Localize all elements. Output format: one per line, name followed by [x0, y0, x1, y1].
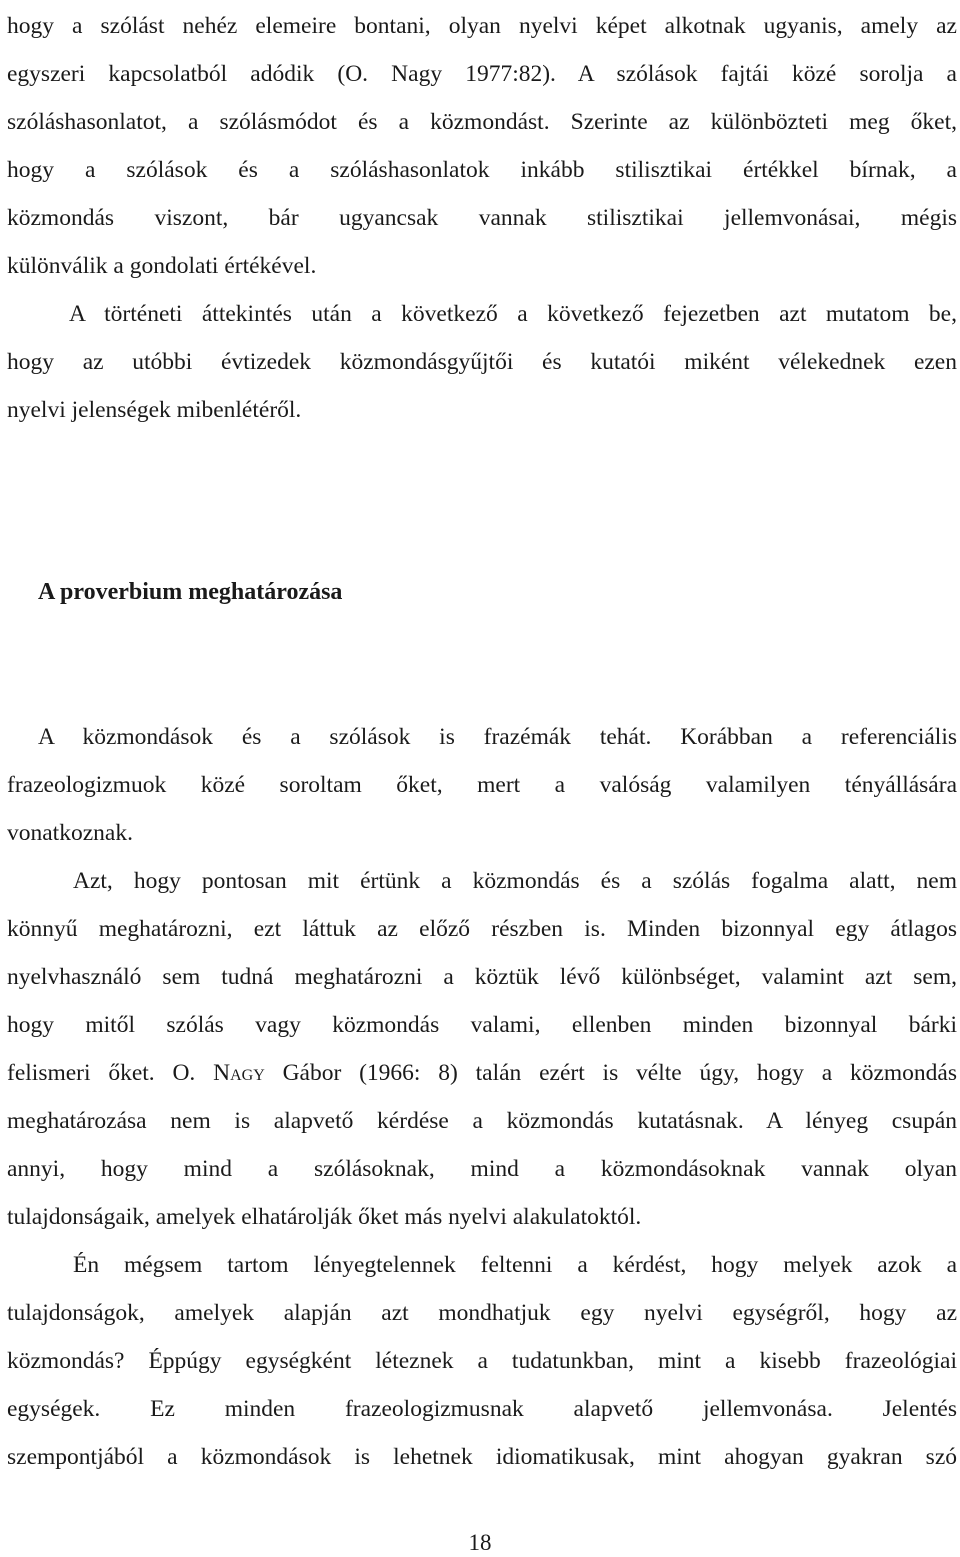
- paragraph-line: különválik a gondolati értékével.: [7, 253, 317, 279]
- paragraph-line: A történeti áttekintés után a következő a következő fejezetben azt mutatom be,: [69, 301, 957, 327]
- section-heading: A proverbium meghatározása: [38, 579, 343, 605]
- paragraph-line: meghatározása nem is alapvető kérdése a közmondás kutatásnak. A lényeg csupán: [7, 1108, 957, 1134]
- paragraph-line: vonatkoznak.: [7, 820, 133, 846]
- paragraph-line: tulajdonságok, amelyek alapján azt mondhatjuk egy nyelvi egységről, hogy az: [7, 1300, 957, 1326]
- paragraph-line: szóláshasonlatot, a szólásmódot és a közmondást. Szerinte az különbözteti meg őket,: [7, 109, 957, 135]
- paragraph-line: egyszeri kapcsolatból adódik (O. Nagy 1977:82). A szólások fajtái közé sorolja a: [7, 61, 957, 87]
- paragraph-line: frazeologizmuok közé soroltam őket, mert a valóság valamilyen tényállására: [7, 772, 957, 798]
- paragraph-line: hogy a szólást nehéz elemeire bontani, olyan nyelvi képet alkotnak ugyanis, amely az: [7, 13, 957, 39]
- page-number: 18: [468, 1530, 492, 1555]
- author-name-small-caps: Nagy: [213, 1060, 265, 1086]
- paragraph-line: hogy az utóbbi évtizedek közmondásgyűjtői és kutatói miként vélekednek ezen: [7, 349, 957, 375]
- paragraph-line: szempontjából a közmondások is lehetnek idiomatikusak, mint ahogyan gyakran szó: [7, 1444, 957, 1470]
- paragraph-line: nyelvi jelenségek mibenlétéről.: [7, 397, 302, 423]
- paragraph-line: Én mégsem tartom lényegtelennek feltenni a kérdést, hogy melyek azok a: [73, 1252, 957, 1278]
- paragraph-line: [7, 1059, 957, 1087]
- line-text: felismeri őket. O.: [7, 1060, 214, 1086]
- paragraph-line: hogy a szólások és a szóláshasonlatok inkább stilisztikai értékkel bírnak, a: [7, 157, 957, 183]
- paragraph-line: nyelvhasználó sem tudná meghatározni a köztük lévő különbséget, valamint azt sem,: [7, 964, 957, 990]
- paragraph-line: közmondás viszont, bár ugyancsak vannak stilisztikai jellemvonásai, mégis: [7, 205, 957, 231]
- paragraph-line: könnyű meghatározni, ezt láttuk az előző részben is. Minden bizonnyal egy átlagos: [7, 916, 957, 942]
- paragraph-line: egységek. Ez minden frazeologizmusnak alapvető jellemvonása. Jelentés: [7, 1396, 957, 1422]
- paragraph-line: annyi, hogy mind a szólásoknak, mind a közmondásoknak vannak olyan: [7, 1156, 957, 1182]
- line-text: Gábor (1966: 8) talán ezért is vélte úgy, hogy a közmondás: [264, 1060, 957, 1086]
- paragraph-line: tulajdonságaik, amelyek elhatárolják őket más nyelvi alakulatoktól.: [7, 1204, 642, 1230]
- paragraph-line: A közmondások és a szólások is frazémák tehát. Korábban a referenciális: [38, 724, 957, 750]
- paragraph-line: hogy mitől szólás vagy közmondás valami, ellenben minden bizonnyal bárki: [7, 1012, 957, 1038]
- paragraph-line: Azt, hogy pontosan mit értünk a közmondás és a szólás fogalma alatt, nem: [73, 868, 957, 894]
- paragraph-line: közmondás? Éppúgy egységként léteznek a tudatunkban, mint a kisebb frazeológiai: [7, 1348, 957, 1374]
